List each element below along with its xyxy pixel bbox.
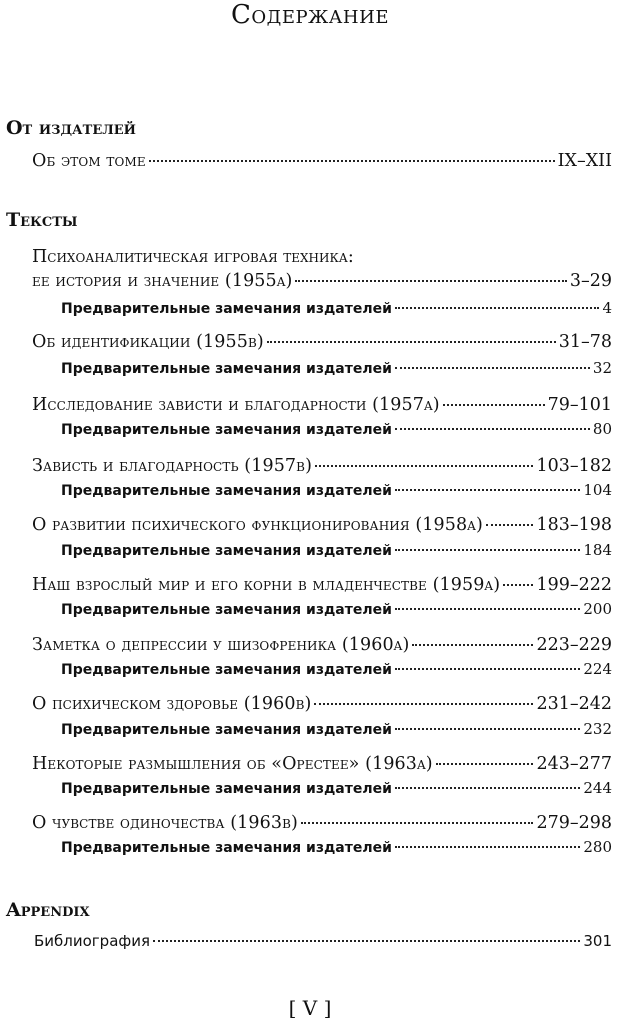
toc-subentry-page: 200 bbox=[583, 600, 612, 618]
leader-dots bbox=[395, 428, 590, 430]
leader-dots bbox=[395, 846, 580, 848]
toc-entry-pages: IX–XII bbox=[557, 151, 612, 171]
toc-subentry-note bbox=[61, 838, 612, 857]
toc-subentry-title: Предварительные замечания издателей bbox=[61, 602, 392, 618]
leader-dots bbox=[412, 644, 533, 646]
toc-subentry-title: Предварительные замечания издателей bbox=[61, 483, 392, 499]
toc-entry-about-volume bbox=[32, 150, 612, 172]
toc-subentry-title: Предварительные замечания издателей bbox=[61, 361, 392, 377]
leader-dots bbox=[395, 307, 600, 309]
toc-entry-title: Некоторые размышления об «Орестее» (1963a) bbox=[32, 754, 433, 774]
toc-subentry-note bbox=[61, 720, 612, 739]
toc-entry-title: Библиография bbox=[34, 932, 150, 950]
toc-subentry-title: Предварительные замечания издателей bbox=[61, 781, 392, 797]
toc-subentry-title: Предварительные замечания издателей bbox=[61, 422, 392, 438]
toc-subentry-note bbox=[61, 541, 612, 560]
toc-entry-pages: 183–198 bbox=[536, 515, 612, 535]
toc-entry-mental-health bbox=[32, 693, 612, 715]
toc-entry-title: О чувстве одиночества (1963b) bbox=[32, 813, 298, 833]
toc-entry-title: О психическом здоровье (1960b) bbox=[32, 694, 312, 714]
toc-subentry-title: Предварительные замечания издателей bbox=[61, 301, 392, 317]
toc-entry-title: Заметка о депрессии у шизофреника (1960a) bbox=[32, 635, 410, 655]
leader-dots bbox=[443, 404, 545, 406]
toc-entry-title: Зависть и благодарность (1957b) bbox=[32, 456, 313, 476]
toc-subentry-title: Предварительные замечания издателей bbox=[61, 662, 392, 678]
toc-subentry-page: 280 bbox=[583, 838, 612, 856]
toc-entry-mental-functioning bbox=[32, 514, 612, 536]
toc-subentry-page: 224 bbox=[583, 660, 612, 678]
toc-subentry-page: 32 bbox=[592, 359, 612, 377]
leader-dots bbox=[486, 524, 534, 526]
section-heading-from-publishers: От издателей bbox=[6, 117, 136, 139]
toc-entry-pages: 279–298 bbox=[536, 813, 612, 833]
leader-dots bbox=[153, 940, 580, 942]
page-number: [ V ] bbox=[288, 996, 332, 1020]
toc-entry-pages: 223–229 bbox=[536, 635, 612, 655]
toc-entry-play-technique bbox=[32, 270, 612, 292]
toc-entry-pages: 103–182 bbox=[536, 456, 612, 476]
toc-entry-identification bbox=[32, 331, 612, 353]
leader-dots bbox=[503, 584, 533, 586]
toc-subentry-page: 244 bbox=[583, 779, 612, 797]
toc-entry-title-line1: Психоаналитическая игровая техника: bbox=[32, 247, 354, 267]
toc-subentry-page: 4 bbox=[602, 299, 612, 317]
toc-entry-pages: 301 bbox=[583, 932, 612, 950]
toc-subentry-page: 232 bbox=[583, 720, 612, 738]
toc-entry-title: О развитии психического функционирования (1958a) bbox=[32, 515, 483, 535]
section-heading-texts: Тексты bbox=[6, 209, 78, 231]
toc-subentry-note bbox=[61, 779, 612, 798]
leader-dots bbox=[314, 703, 533, 705]
leader-dots bbox=[395, 489, 580, 491]
toc-subentry-title: Предварительные замечания издателей bbox=[61, 722, 392, 738]
toc-subentry-title: Предварительные замечания издателей bbox=[61, 840, 392, 856]
toc-entry-adult-world bbox=[32, 574, 612, 596]
toc-subentry-title: Предварительные замечания издателей bbox=[61, 543, 392, 559]
toc-entry-title: Исследование зависти и благодарности (1957a) bbox=[32, 395, 440, 415]
toc-entry-title: Об идентификации (1955b) bbox=[32, 332, 264, 352]
toc-subentry-note bbox=[61, 420, 612, 439]
toc-entry-pages: 243–277 bbox=[536, 754, 612, 774]
section-heading-appendix: Appendix bbox=[6, 899, 90, 921]
toc-entry-pages: 31–78 bbox=[558, 332, 612, 352]
toc-entry-title: Об этом томе bbox=[32, 151, 146, 171]
toc-entry-depression-note bbox=[32, 634, 612, 656]
page-title: Содержание bbox=[231, 0, 389, 30]
toc-subentry-page: 104 bbox=[583, 481, 612, 499]
leader-dots bbox=[315, 465, 533, 467]
leader-dots bbox=[267, 341, 556, 343]
toc-subentry-note bbox=[61, 660, 612, 679]
toc-subentry-page: 80 bbox=[592, 420, 612, 438]
toc-entry-envy-study bbox=[32, 394, 612, 416]
leader-dots bbox=[395, 608, 580, 610]
toc-subentry-note bbox=[61, 600, 612, 619]
toc-entry-title: Наш взрослый мир и его корни в младенчестве (1959a) bbox=[32, 575, 501, 595]
toc-subentry-note bbox=[61, 359, 612, 378]
leader-dots bbox=[295, 280, 566, 282]
toc-subentry-note bbox=[61, 299, 612, 318]
toc-entry-title: ее история и значение (1955a) bbox=[32, 271, 293, 291]
toc-entry-pages: 3–29 bbox=[569, 271, 612, 291]
toc-entry-oresteia bbox=[32, 753, 612, 775]
leader-dots bbox=[436, 763, 534, 765]
leader-dots bbox=[149, 160, 555, 162]
toc-entry-pages: 199–222 bbox=[536, 575, 612, 595]
leader-dots bbox=[395, 549, 580, 551]
leader-dots bbox=[395, 728, 580, 730]
toc-entry-pages: 231–242 bbox=[536, 694, 612, 714]
toc-entry-envy-gratitude bbox=[32, 455, 612, 477]
leader-dots bbox=[395, 787, 580, 789]
toc-entry-loneliness bbox=[32, 812, 612, 834]
toc-subentry-note bbox=[61, 481, 612, 500]
leader-dots bbox=[395, 668, 580, 670]
toc-entry-bibliography bbox=[34, 931, 612, 951]
leader-dots bbox=[395, 367, 590, 369]
toc-subentry-page: 184 bbox=[583, 541, 612, 559]
leader-dots bbox=[301, 822, 533, 824]
toc-entry-pages: 79–101 bbox=[547, 395, 612, 415]
